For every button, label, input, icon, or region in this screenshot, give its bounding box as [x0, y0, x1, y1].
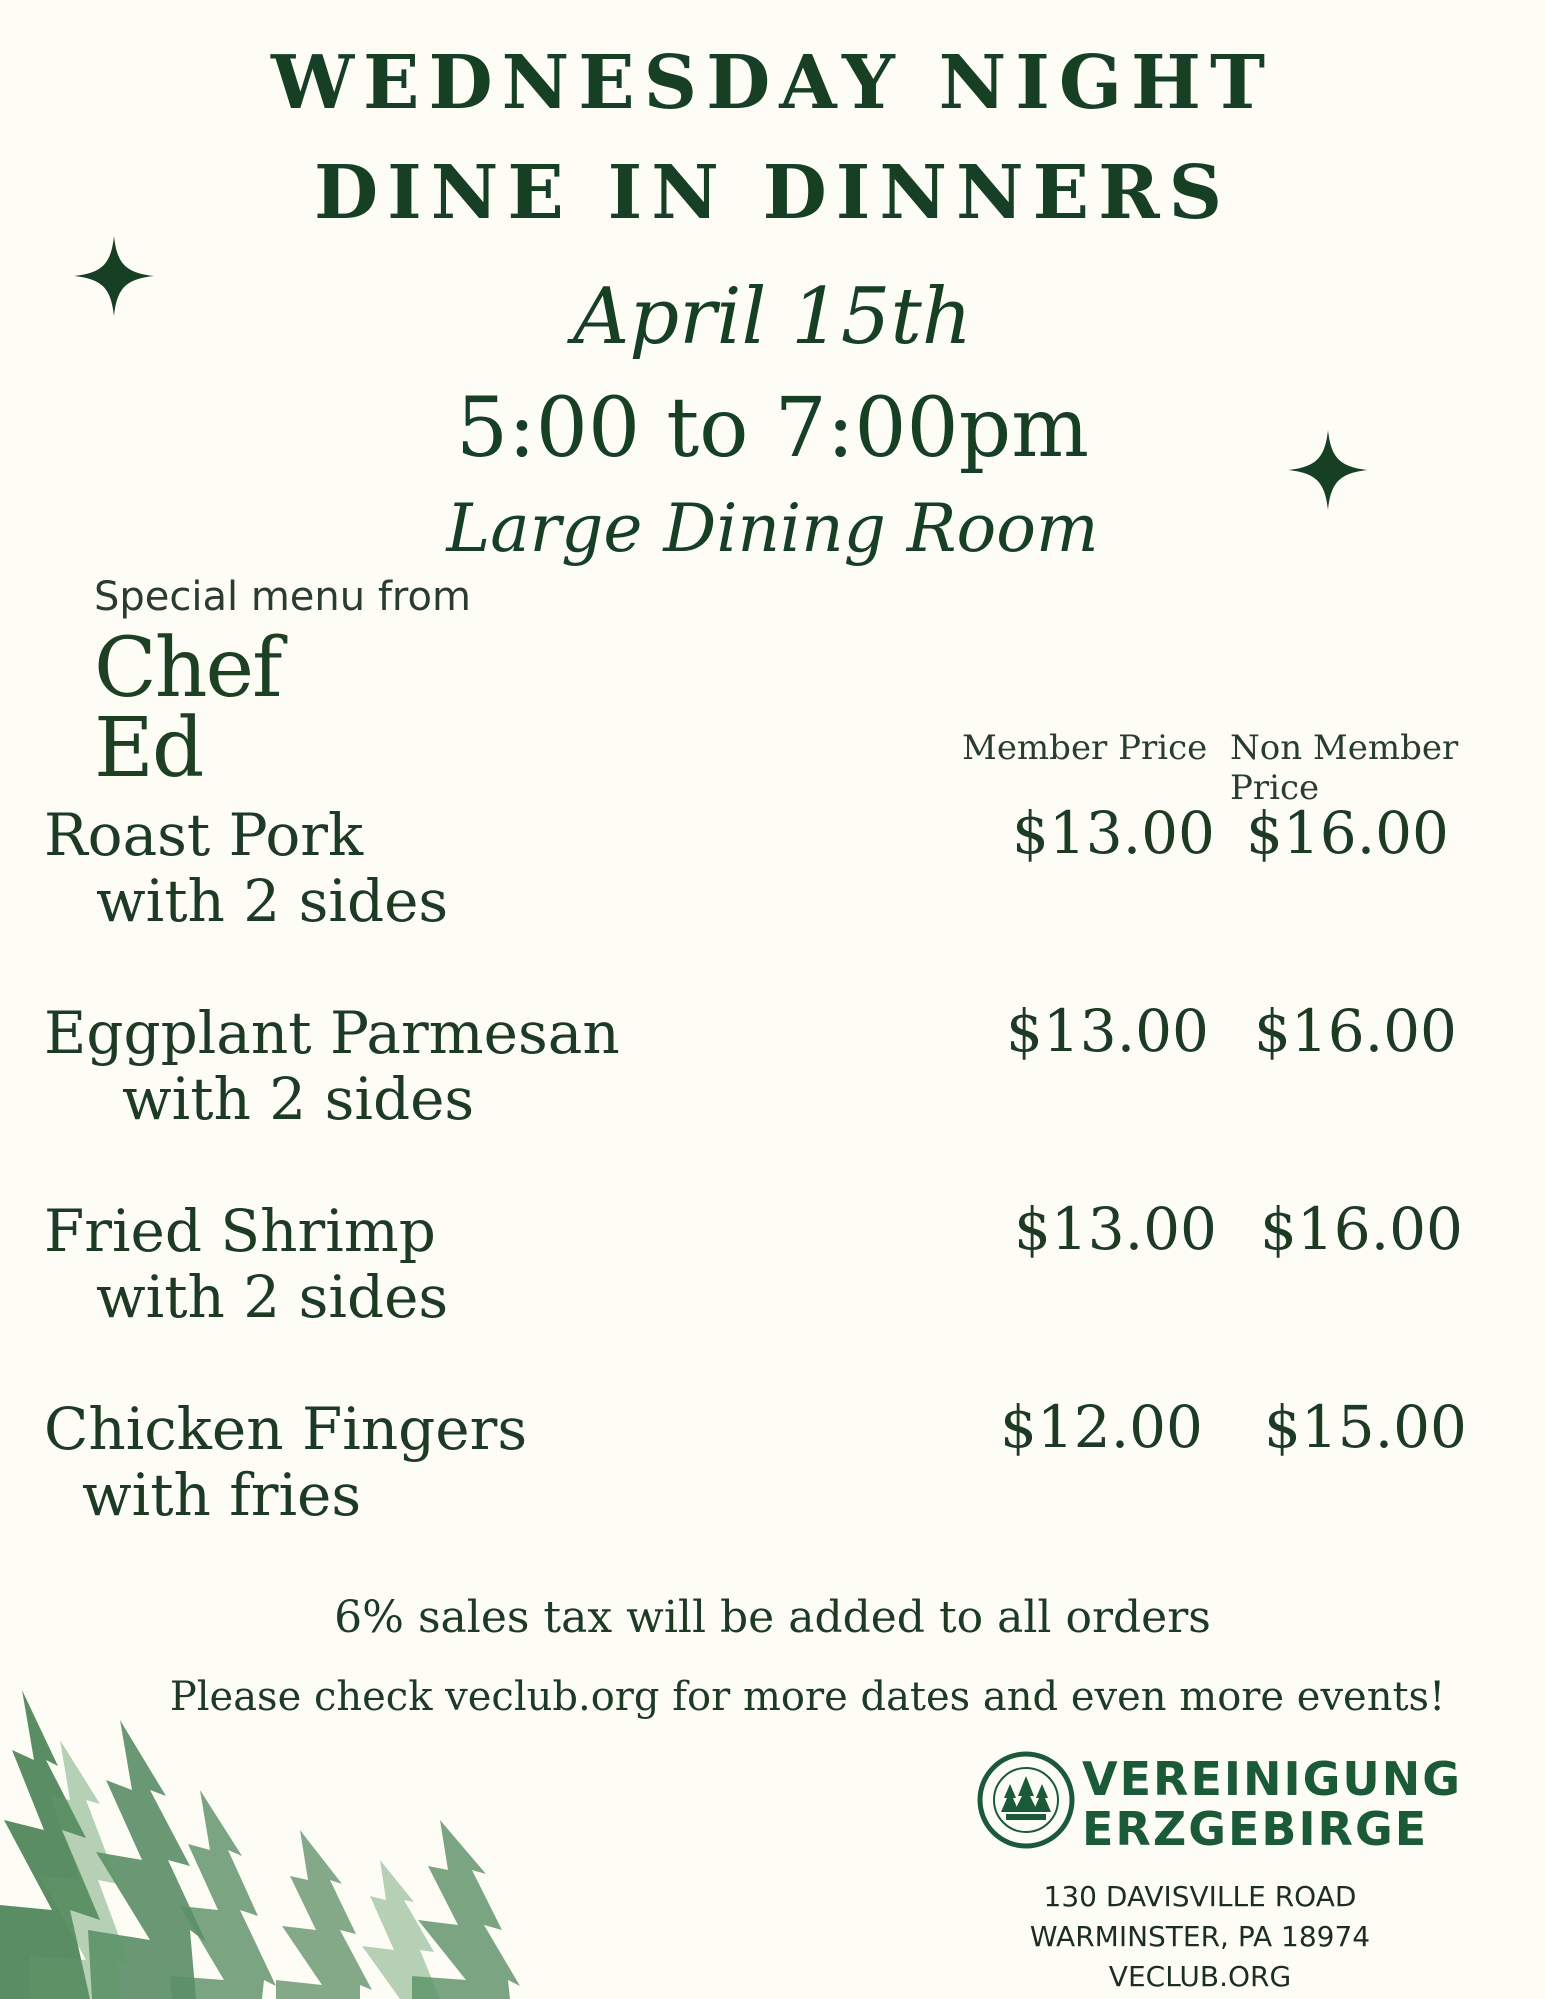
chef-name-line-1: Chef	[94, 621, 281, 716]
special-menu-intro: Special menu from	[94, 574, 471, 620]
chef-name-line-2: Ed	[94, 701, 203, 796]
title-line-2: DINE IN DINNERS	[313, 150, 1232, 236]
event-date: April 15th	[572, 272, 973, 362]
non-member-price-header: Non Member Price	[1230, 728, 1459, 808]
event-location: Large Dining Room	[446, 490, 1099, 567]
website-link[interactable]: VECLUB.ORG	[1108, 1960, 1292, 1993]
address-street: 130 DAVISVILLE ROAD	[1043, 1880, 1357, 1913]
club-seal-logo	[976, 1750, 1076, 1850]
pine-trees-illustration	[0, 1680, 520, 1999]
member-price: $13.00	[1006, 997, 1209, 1065]
member-price-header: Member Price	[962, 728, 1208, 768]
title-line-1: WEDNESDAY NIGHT	[270, 40, 1275, 126]
menu-item-name: Roast Pork	[44, 801, 364, 869]
non-member-price: $16.00	[1254, 997, 1457, 1065]
member-price: $13.00	[1012, 799, 1215, 867]
menu-item-detail: with 2 sides	[122, 1065, 475, 1133]
more-events-note: Please check veclub.org for more dates and even more events!	[169, 1674, 1446, 1720]
menu-item-detail: with 2 sides	[96, 1263, 449, 1331]
member-price: $13.00	[1014, 1195, 1217, 1263]
organization-name-line-2: ERZGEBIRGE	[1082, 1802, 1429, 1856]
member-price: $12.00	[1000, 1393, 1203, 1461]
event-time: 5:00 to 7:00pm	[456, 381, 1089, 476]
menu-item-name: Chicken Fingers	[44, 1395, 528, 1463]
menu-item-name: Eggplant Parmesan	[44, 999, 620, 1067]
menu-item-detail: with fries	[82, 1461, 362, 1529]
non-member-price: $16.00	[1260, 1195, 1463, 1263]
menu-item-name: Fried Shrimp	[44, 1197, 436, 1265]
non-member-price: $16.00	[1246, 799, 1449, 867]
menu-item-detail: with 2 sides	[96, 867, 449, 935]
sales-tax-note: 6% sales tax will be added to all orders	[334, 1592, 1211, 1643]
non-member-price: $15.00	[1264, 1393, 1467, 1461]
organization-name-line-1: VEREINIGUNG	[1082, 1752, 1462, 1806]
address-city: WARMINSTER, PA 18974	[1029, 1920, 1371, 1953]
